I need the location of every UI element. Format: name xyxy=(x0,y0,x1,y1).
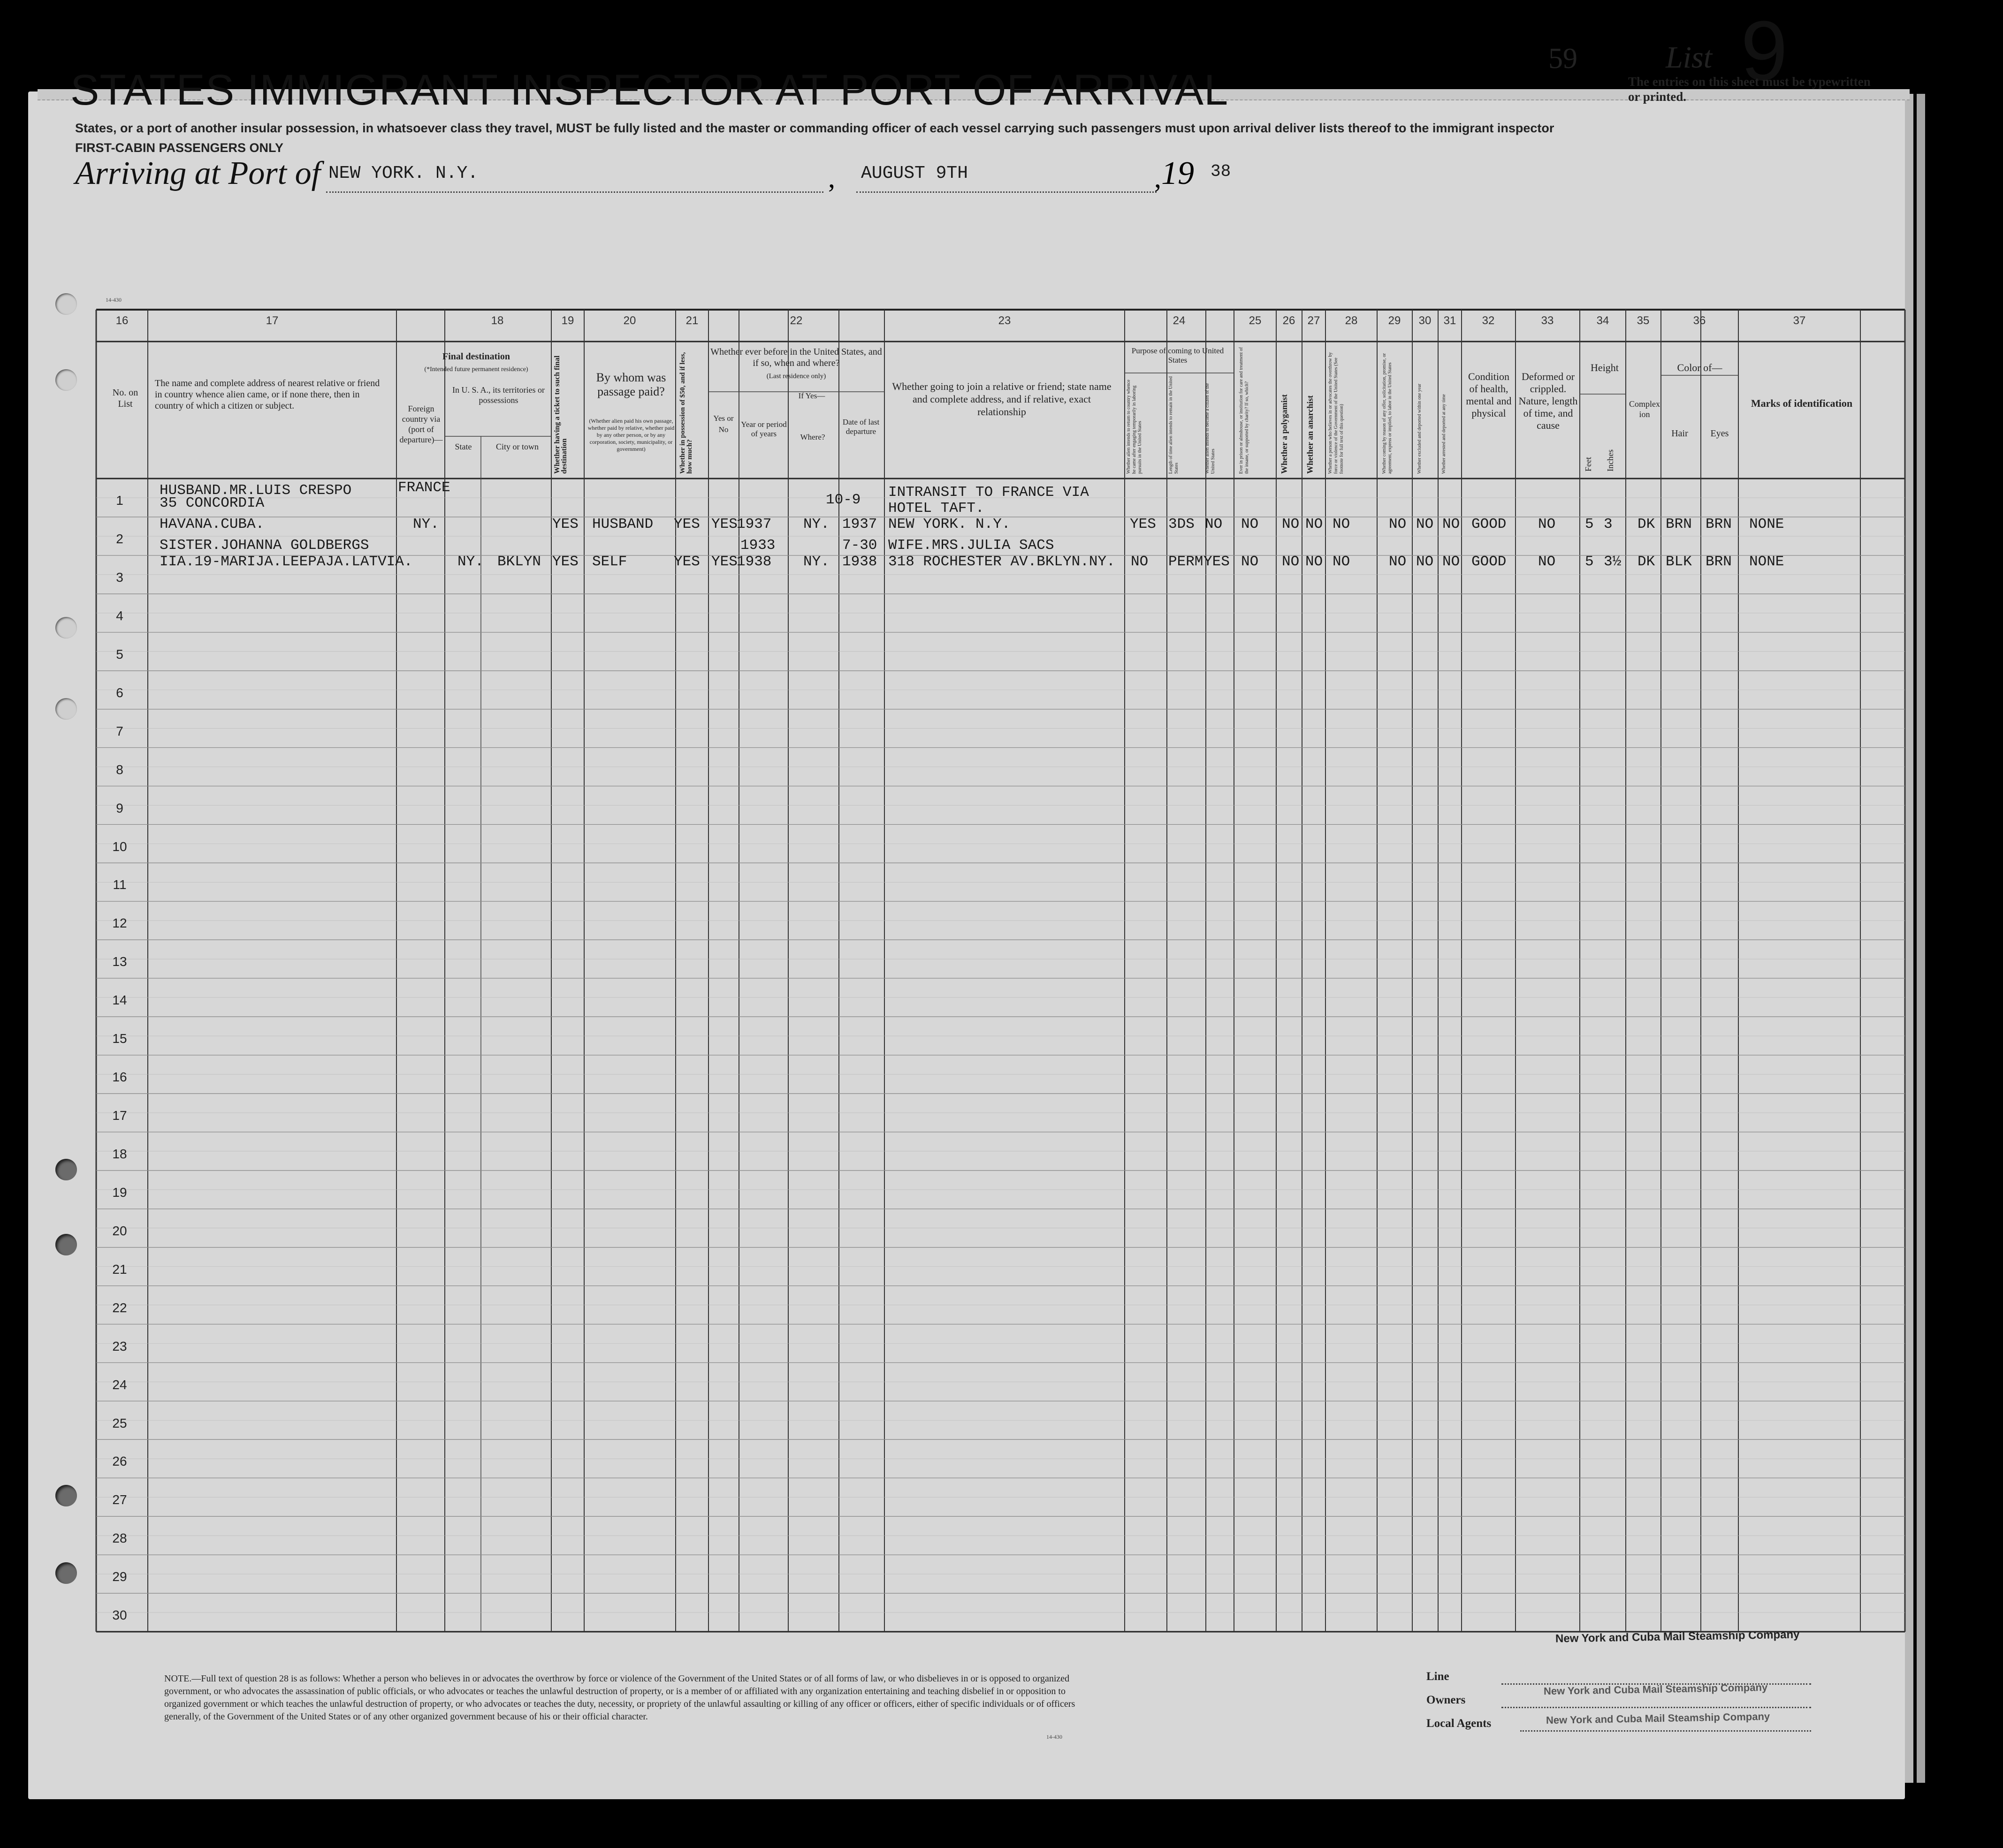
comma-separator: , xyxy=(828,162,835,193)
row2-overthrow: NO xyxy=(1333,554,1350,570)
row-number: 15 xyxy=(112,1031,127,1046)
row-number: 25 xyxy=(112,1415,127,1430)
column-number: 31 xyxy=(1443,314,1456,327)
row1-ticket: YES xyxy=(552,516,579,532)
row2-marks: NONE xyxy=(1749,554,1784,570)
row1-inches: 3 xyxy=(1604,516,1613,532)
row-number: 24 xyxy=(112,1377,127,1392)
header-height: Height xyxy=(1591,362,1619,373)
year-prefix: 19 xyxy=(1161,155,1194,191)
column-number: 25 xyxy=(1249,314,1262,327)
header-feet: Feet xyxy=(1584,457,1593,472)
row-number: 12 xyxy=(112,916,127,931)
row1-foreign-country: FRANCE xyxy=(398,479,450,496)
row2-eyes: BRN xyxy=(1706,554,1732,570)
row-number: 8 xyxy=(116,762,123,777)
row1-health: GOOD xyxy=(1471,516,1507,532)
row2-city: BKLYN xyxy=(497,554,541,570)
header-where: Where? xyxy=(800,433,825,441)
company-stamp: New York and Cuba Mail Steamship Company xyxy=(1555,1628,1800,1645)
row1-feet: 5 xyxy=(1585,516,1594,532)
row2-polygamist: NO xyxy=(1282,554,1300,570)
row1-joining-line2: HOTEL TAFT. xyxy=(888,500,984,517)
row-number: 17 xyxy=(112,1108,127,1123)
row1-arrested: NO xyxy=(1442,516,1460,532)
row-number: 5 xyxy=(116,646,123,662)
column-number: 23 xyxy=(998,314,1011,327)
form-number-top: 14-430 xyxy=(106,297,122,303)
row-number: 1 xyxy=(116,493,123,508)
header-date-last-departure: Date of last departure xyxy=(842,418,880,436)
column-number: 18 xyxy=(491,314,504,327)
binder-hole xyxy=(55,698,77,720)
local-agents-label: Local Agents xyxy=(1426,1717,1492,1730)
list-number: 9 xyxy=(1741,4,1788,98)
row1-deformed: NO xyxy=(1538,516,1556,532)
row2-money: YES xyxy=(674,554,700,570)
header-passage-paid-sub: (Whether alien paid his own passage, whether paid by relative, whether paid by any other person, or by any corporation, society, municipality, or government) xyxy=(587,418,675,452)
row2-health: GOOD xyxy=(1471,554,1507,570)
row2-deformed: NO xyxy=(1538,554,1556,570)
page-title: STATES IMMIGRANT INSPECTOR AT PORT OF ARRIVAL xyxy=(70,66,1229,114)
row2-hair: BLK xyxy=(1666,554,1692,570)
row1-joining-line3: NEW YORK. N.Y. xyxy=(888,516,1011,532)
column-number: 32 xyxy=(1482,314,1495,327)
column-number: 26 xyxy=(1282,314,1295,327)
row2-departure-year: 1938 xyxy=(842,554,877,570)
row1-offer: NO xyxy=(1389,516,1407,532)
line-label: Line xyxy=(1426,1670,1449,1683)
row-number: 19 xyxy=(112,1185,127,1200)
row1-paid-by: HUSBAND xyxy=(592,516,654,532)
row-number: 13 xyxy=(112,954,127,969)
owners-label: Owners xyxy=(1426,1694,1466,1706)
port-value: NEW YORK. N.Y. xyxy=(328,163,479,183)
row1-relative-line2: 35 CONCORDIA xyxy=(160,495,265,511)
header-joining-relative: Whether going to join a relative or friend; state name and complete address, and if relative, exact relationship xyxy=(892,380,1112,418)
row-number: 27 xyxy=(112,1492,127,1507)
header-no-on-list: No. on List xyxy=(112,388,138,409)
column-number: 33 xyxy=(1541,314,1554,327)
column-number: 27 xyxy=(1307,314,1320,327)
row1-polygamist: NO xyxy=(1282,516,1300,532)
header-in-usa: In U. S. A., its territories or possessions xyxy=(452,385,545,405)
header-year-period: Year or period of years xyxy=(741,420,787,438)
row1-before-year: 1937 xyxy=(737,516,772,532)
list-label: List xyxy=(1666,40,1713,75)
row1-before-where: NY. xyxy=(803,516,830,532)
header-arrested: Whether arrested and deported at any time xyxy=(1441,394,1447,474)
comma-separator-2: , xyxy=(1154,162,1161,193)
header-polygamist: Whether a polygamist xyxy=(1279,394,1289,474)
row2-length: PERM xyxy=(1168,554,1203,570)
header-deformed: Deformed or crippled. Nature, length of time, and cause xyxy=(1518,371,1578,431)
row1-prison: NO xyxy=(1241,516,1259,532)
binder-hole xyxy=(55,1562,77,1584)
row2-prison: NO xyxy=(1241,554,1259,570)
row1-before-yesno: YES xyxy=(711,516,738,532)
typewritten-instruction: The entries on this sheet must be typewritten or printed. xyxy=(1628,75,1871,104)
header-passage-paid: By whom was passage paid? xyxy=(596,371,666,398)
row-number: 9 xyxy=(116,800,123,815)
column-number: 16 xyxy=(115,314,129,327)
header-yes-no: Yes or No xyxy=(713,414,734,434)
row-number: 30 xyxy=(112,1608,127,1623)
agents-dotline xyxy=(1520,1730,1811,1732)
owners-stamp: New York and Cuba Mail Steamship Company xyxy=(1543,1681,1768,1697)
row2-anarchist: NO xyxy=(1305,554,1323,570)
row1-return: YES xyxy=(1130,516,1156,532)
row-number: 7 xyxy=(116,723,123,738)
row2-arrested: NO xyxy=(1442,554,1460,570)
row1-relative-line3: HAVANA.CUBA. xyxy=(160,516,265,532)
header-hair: Hair xyxy=(1671,428,1688,439)
footnote-question-28: NOTE.—Full text of question 28 is as follows: Whether a person who believes in or advocates the overthrow by force or violence of the Government of the United States or of all forms of law, or who disbelieves in or is opposed to organized government, or who advocates the assassination of public officials, or who advocates or teaches the unlawful destruction of property, or is a member of or affiliated with any organization entertaining and teaching disbelief in or opposition to organized government or which teaches the unlawful destruction of property, or who advocates or teaches the duty, necessity, or propriety of the unlawful assaulting or killing of any officer or officers, either of specific individuals or of officers generally, of the Government of the United States or of any other organized government because of his or their official character. xyxy=(164,1673,1075,1722)
arriving-label: Arriving at Port of xyxy=(75,155,321,191)
column-number: 36 xyxy=(1693,314,1706,327)
row2-before-year-2: 1938 xyxy=(737,554,772,570)
header-purpose: Purpose of coming to United States xyxy=(1131,346,1224,365)
row1-money: YES xyxy=(674,516,700,532)
row2-inches: 3½ xyxy=(1604,554,1622,570)
row-number: 16 xyxy=(112,1070,127,1085)
row2-before-year-1: 1933 xyxy=(740,537,776,554)
page-number: 59 xyxy=(1548,43,1577,75)
row2-joining-line1: WIFE.MRS.JULIA SACS xyxy=(888,537,1054,554)
owners-dotline xyxy=(1501,1707,1811,1708)
row-number: 28 xyxy=(112,1531,127,1546)
header-final-destination: Final destination xyxy=(442,351,510,362)
subtitle-line-1: States, or a port of another insular possession, in whatsoever class they travel, MUST be fully listed and the master or commanding officer of each vessel carrying such passengers must upon arrival deliver lists thereof to the immigrant inspector xyxy=(75,121,1554,135)
column-number: 29 xyxy=(1388,314,1401,327)
column-number: 19 xyxy=(561,314,574,327)
form-number-bottom: 14-430 xyxy=(1046,1734,1062,1740)
row1-foreign-port: NY. xyxy=(413,516,439,532)
row-number: 26 xyxy=(112,1454,127,1469)
row2-paid-by: SELF xyxy=(592,554,627,570)
header-inches: Inches xyxy=(1606,449,1615,472)
row-number: 2 xyxy=(116,532,123,547)
header-anarchist: Whether an anarchist xyxy=(1305,395,1315,474)
header-excluded: Whether excluded and deported within one year xyxy=(1417,383,1422,474)
column-number: 28 xyxy=(1345,314,1358,327)
header-before-in-us: Whether ever before in the United States, and if so, when and where? xyxy=(710,347,882,368)
row1-marks: NONE xyxy=(1749,516,1784,532)
column-number: 34 xyxy=(1596,314,1609,327)
row2-excluded: NO xyxy=(1416,554,1434,570)
row1-departure-year: 1937 xyxy=(842,516,877,532)
row-number: 21 xyxy=(112,1262,127,1277)
header-overthrow: Whether a person who believes in or advocates the overthrow by force or violence of the Government of the United States (See footnote for full text of this question) xyxy=(1328,352,1344,474)
row-number: 29 xyxy=(112,1569,127,1584)
header-purpose-length: Length of time alien intends to remain in the United States xyxy=(1168,376,1179,474)
row-number: 22 xyxy=(112,1300,127,1315)
row2-relative-line1: SISTER.JOHANNA GOLDBERGS xyxy=(160,537,369,554)
row2-before-yesno: YES xyxy=(711,554,738,570)
row1-citizen: NO xyxy=(1205,516,1223,532)
row1-eyes: BRN xyxy=(1706,516,1732,532)
row-number: 6 xyxy=(116,685,123,700)
column-number: 20 xyxy=(623,314,636,327)
header-health: Condition of health, mental and physical xyxy=(1466,371,1512,419)
column-number: 21 xyxy=(685,314,699,327)
row1-anarchist: NO xyxy=(1305,516,1323,532)
binder-hole xyxy=(55,293,77,315)
row-number: 14 xyxy=(112,993,127,1008)
row-number: 23 xyxy=(112,1338,127,1354)
row-number: 4 xyxy=(116,608,123,623)
date-value: AUGUST 9TH xyxy=(861,163,968,183)
column-number: 30 xyxy=(1418,314,1432,327)
binder-hole xyxy=(55,369,77,391)
header-money: Whether in possession of $50, and if less, how much? xyxy=(679,352,693,474)
header-complexion: Complexion xyxy=(1629,399,1660,419)
subtitle-line-2: FIRST-CABIN PASSENGERS ONLY xyxy=(75,141,284,155)
column-number: 37 xyxy=(1793,314,1806,327)
row1-relative-line1: HUSBAND.MR.LUIS CRESPO xyxy=(160,482,352,499)
column-number: 35 xyxy=(1637,314,1650,327)
row2-ticket: YES xyxy=(552,554,579,570)
year-suffix: 38 xyxy=(1211,162,1231,181)
header-purpose-return: Whether alien intends to return to country whence he came after engaging temporarily in laboring pursuits in the United States xyxy=(1126,380,1142,474)
header-relative-address: The name and complete address of nearest relative or friend in country whence alien came, or if none there, then in country of which a citizen or subject. xyxy=(155,378,380,411)
header-color-of: Color of— xyxy=(1677,362,1722,373)
row-number: 20 xyxy=(112,1223,127,1238)
header-purpose-citizen: Whether alien intends to become a citizen of the United States xyxy=(1205,383,1216,474)
row1-overthrow: NO xyxy=(1333,516,1350,532)
agents-stamp: New York and Cuba Mail Steamship Company xyxy=(1546,1710,1770,1726)
binder-hole xyxy=(55,1159,77,1180)
row2-offer: NO xyxy=(1389,554,1407,570)
row1-joining-line1: INTRANSIT TO FRANCE VIA xyxy=(888,484,1089,501)
header-state: State xyxy=(455,442,472,451)
row1-excluded: NO xyxy=(1416,516,1434,532)
header-foreign-country: Foreign country via (port of departure)— xyxy=(399,404,443,444)
header-prison: Ever in prison or almshouse, or institution for care and treatment of the insane, or supported by charity? If so, which? xyxy=(1239,347,1249,474)
header-marks: Marks of identification xyxy=(1751,397,1853,409)
header-offer-labor: Whether coming by reason of any offer, solicitation, promise, or agreement, express or implied, to labor in the United States xyxy=(1382,353,1393,474)
row1-complexion: DK xyxy=(1637,516,1655,532)
row2-state: NY. xyxy=(457,554,484,570)
row2-feet: 5 xyxy=(1585,554,1594,570)
row2-relative-line2: IIA.19-MARIJA.LEEPAJA.LATVIA. xyxy=(160,554,413,570)
binder-hole xyxy=(55,1234,77,1255)
row-number: 10 xyxy=(112,839,127,854)
row2-departure-date: 7-30 xyxy=(842,537,877,554)
row1-departure-date: 10-9 xyxy=(826,492,861,508)
row-number: 11 xyxy=(113,877,127,892)
row1-length: 3DS xyxy=(1168,516,1195,532)
column-number: 22 xyxy=(790,314,803,327)
column-number: 17 xyxy=(266,314,279,327)
header-eyes: Eyes xyxy=(1710,428,1729,439)
binder-hole xyxy=(55,1485,77,1506)
header-if-yes: If Yes— xyxy=(798,391,825,400)
binder-hole xyxy=(55,617,77,639)
row2-complexion: DK xyxy=(1637,554,1655,570)
header-ticket: Whether having a ticket to such final destination xyxy=(553,355,568,474)
row2-citizen: YES xyxy=(1203,554,1230,570)
row2-before-where: NY. xyxy=(803,554,830,570)
row2-return: NO xyxy=(1131,554,1149,570)
header-final-destination-sub: (*Intended future permanent residence) xyxy=(424,366,528,373)
header-city: City or town xyxy=(495,442,539,451)
row1-hair: BRN xyxy=(1666,516,1692,532)
header-before-sub: (Last residence only) xyxy=(766,373,826,380)
row-number: 18 xyxy=(112,1147,127,1161)
column-number: 24 xyxy=(1173,314,1186,327)
row-number: 3 xyxy=(116,570,123,585)
row2-joining-line2: 318 ROCHESTER AV.BKLYN.NY. xyxy=(888,554,1115,570)
